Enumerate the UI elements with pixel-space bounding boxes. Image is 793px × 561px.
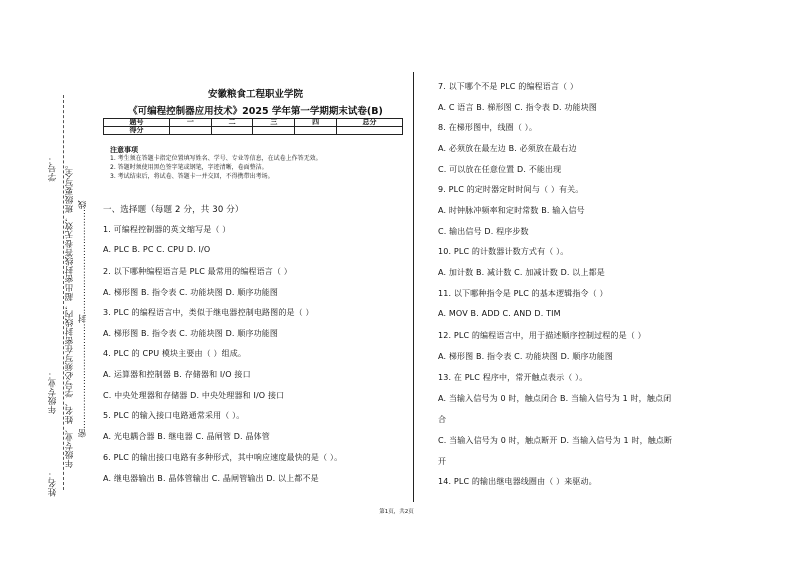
- seal-line-text: 密………………………………封………………………………线: [78, 200, 88, 438]
- name-label: 姓名：: [48, 470, 58, 497]
- score-cell[interactable]: [211, 127, 253, 135]
- question-line: 7. 以下哪个不是 PLC 的编程语言（ ）: [438, 82, 578, 91]
- question-line: 6. PLC 的输出接口电路有多种形式，其中响应速度最快的是（ ）。: [103, 453, 343, 462]
- question-line: C. 中央处理器和存储器 D. 中央处理器和 I/O 接口: [103, 391, 285, 400]
- note-item: 1. 考生须在答题卡指定位置填写姓名、学号、专业等信息，在试卷上作答无效。: [110, 155, 322, 162]
- question-line: A. PLC B. PC C. CPU D. I/O: [103, 245, 211, 254]
- page-number: 第1页，共2页: [379, 509, 414, 515]
- score-cell: 四: [295, 119, 337, 127]
- question-line: A. 必须放在最左边 B. 必须放在最右边: [438, 144, 577, 153]
- score-cell[interactable]: [170, 127, 212, 135]
- binding-instructions: 年级专业、姓名、学号必须写在密封线内，超出密封线答卷无效，班级要写全。: [65, 160, 75, 468]
- question-line: 13. 在 PLC 程序中，常开触点表示（ ）。: [438, 373, 588, 382]
- question-line: A. 梯形图 B. 指令表 C. 功能块图 D. 顺序功能图: [103, 329, 279, 338]
- column-divider: [413, 72, 414, 502]
- note-item: 2. 答题时须使用黑色签字笔或钢笔，字迹清晰，卷面整洁。: [110, 164, 268, 171]
- question-line: A. 继电器输出 B. 晶体管输出 C. 晶闸管输出 D. 以上都不是: [103, 474, 319, 483]
- question-line: 合: [438, 415, 447, 424]
- question-line: 14. PLC 的输出继电器线圈由（ ）来驱动。: [438, 477, 597, 486]
- question-line: A. 梯形图 B. 指令表 C. 功能块图 D. 顺序功能图: [103, 288, 279, 297]
- question-line: 开: [438, 457, 447, 466]
- question-line: A. 光电耦合器 B. 继电器 C. 晶闸管 D. 晶体管: [103, 432, 270, 441]
- question-line: 1. 可编程控制器的英文缩写是（ ）: [103, 225, 231, 234]
- score-table: [103, 118, 403, 135]
- score-cell: 三: [253, 119, 295, 127]
- score-cell[interactable]: [295, 127, 337, 135]
- question-line: A. 运算器和控制器 B. 存储器和 I/O 接口: [103, 370, 251, 379]
- score-cell: 得分: [104, 127, 170, 135]
- question-line: 3. PLC 的编程语言中，类似于继电器控制电路图的是（ ）: [103, 308, 314, 317]
- question-line: A. MOV B. ADD C. AND D. TIM: [438, 309, 561, 318]
- question-line: A. 当输入信号为 0 时，触点闭合 B. 当输入信号为 1 时，触点闭: [438, 394, 672, 403]
- question-line: 2. 以下哪种编程语言是 PLC 最常用的编程语言（ ）: [103, 267, 292, 276]
- grade-major-label: 年级专业：: [48, 370, 58, 414]
- section-heading: 一、选择题（每题 2 分，共 30 分）: [103, 205, 244, 215]
- question-line: 8. 在梯形图中，线圈（ ）。: [438, 123, 537, 132]
- score-table-header-row: [104, 119, 403, 127]
- score-cell: 题号: [104, 119, 170, 127]
- question-line: 10. PLC 的计数器计数方式有（ ）。: [438, 247, 569, 256]
- score-cell[interactable]: [336, 127, 402, 135]
- question-line: 4. PLC 的 CPU 模块主要由（ ）组成。: [103, 349, 247, 358]
- question-line: A. C 语言 B. 梯形图 C. 指令表 D. 功能块图: [438, 103, 598, 112]
- question-line: A. 梯形图 B. 指令表 C. 功能块图 D. 顺序功能图: [438, 352, 614, 361]
- note-item: 3. 考试结束后，将试卷、答题卡一并交回，不得携带出考场。: [110, 173, 274, 180]
- question-line: 11. 以下哪种指令是 PLC 的基本逻辑指令（ ）: [438, 289, 608, 298]
- student-id-label: 学号：: [48, 155, 58, 182]
- question-line: A. 时钟脉冲频率和定时常数 B. 输入信号: [438, 206, 585, 215]
- question-line: C. 输出信号 D. 程序步数: [438, 227, 529, 236]
- school-name: 安徽粮食工程职业学院: [207, 89, 303, 100]
- question-line: C. 当输入信号为 0 时，触点断开 D. 当输入信号为 1 时，触点断: [438, 436, 673, 445]
- notes-block: [110, 145, 410, 182]
- question-line: A. 加计数 B. 减计数 C. 加减计数 D. 以上都是: [438, 268, 605, 277]
- question-line: 12. PLC 的编程语言中，用于描述顺序控制过程的是（ ）: [438, 331, 646, 340]
- question-line: 5. PLC 的输入接口电路通常采用（ ）。: [103, 411, 245, 420]
- score-table-score-row: [104, 127, 403, 135]
- score-cell: 二: [211, 119, 253, 127]
- exam-title: 《可编程控制器应用技术》2025 学年第一学期期末试卷(B): [128, 106, 383, 117]
- score-cell: 总分: [336, 119, 402, 127]
- score-cell[interactable]: [253, 127, 295, 135]
- notes-heading: 注意事项: [110, 146, 138, 154]
- question-line: 9. PLC 的定时器定时时间与（ ）有关。: [438, 185, 584, 194]
- question-line: C. 可以放在任意位置 D. 不能出现: [438, 165, 562, 174]
- score-cell: 一: [170, 119, 212, 127]
